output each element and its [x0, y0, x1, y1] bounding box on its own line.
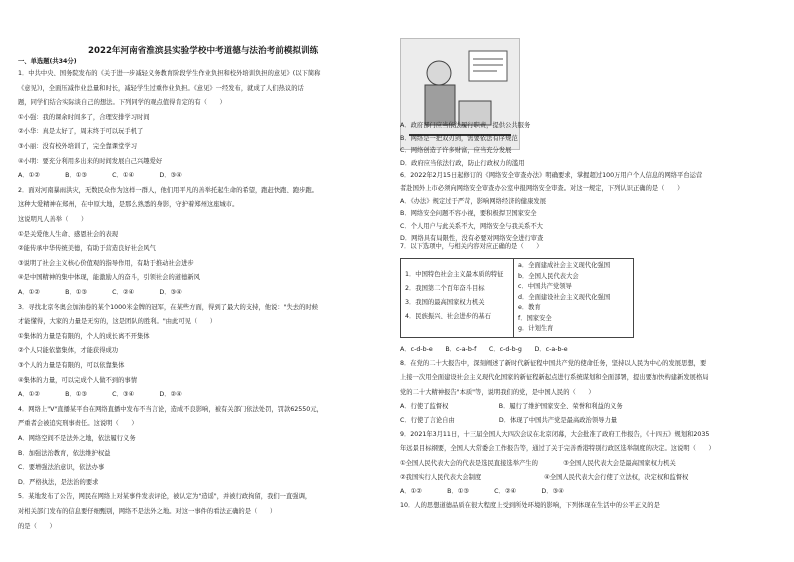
question-line: C．网络创造了许多财富，应当充分发展 — [400, 147, 512, 155]
question-line: ③小丽：没有校外培训了，完全靠课堂学习 — [18, 143, 137, 150]
cartoon-illustration — [401, 39, 519, 149]
question-line: ②小华：真是太好了，周末终于可以玩手机了 — [18, 128, 144, 136]
table-right-item: a．全面建成社会主义现代化强国 — [518, 262, 611, 269]
question-line: 上接一次用全面建设社会主义现代化国家的新征程新起点进行系统谋划和全面部署，提出要加快构建新发展格局 — [400, 374, 709, 382]
question-line: D．政府应当依法行政，防止行政权力的滥用 — [400, 159, 525, 167]
question-line: 9．2021年3月11日，十三届全国人大四次会议在北京闭幕，大会批准了政府工作报告，《十四五》规划和2035 — [400, 431, 710, 439]
question-line: ③说明了社会主义核心价值观的指导作用，有助于推动社会进步 — [18, 259, 194, 267]
table-left-item: 3．我国的最高国家权力机关 — [405, 299, 485, 306]
question-line: A．①② B．①③ C．②④ D．③④ — [400, 488, 564, 495]
question-line: 8．在党的二十大报告中，深刻阐述了新时代新征程中国共产党的使命任务，坚持以人民为中心的发展思想，要 — [400, 360, 707, 368]
question-line: 这种大爱精神在郑州，在中原大地，是那么熟悉的身影，守护着郑州这座城市。 — [18, 201, 239, 209]
table-right-item: b．全国人民代表大会 — [518, 272, 579, 280]
question-line: 对相关部门发布的信息要仔细甄别，网络不是法外之地。对这一事件的看法正确的是（ ） — [18, 508, 277, 515]
matching-table — [400, 258, 634, 338]
question-line: ④是中国精神的集中体现，能激励人的奋斗，引领社会的道德新风 — [18, 274, 200, 282]
question-line: D．网络具有局限性，没有必要对网络安全进行审查 — [400, 235, 544, 243]
table-right-item: c．中国共产党领导 — [518, 283, 572, 290]
table-left-item: 1．中国特色社会主义最本质的特征 — [405, 271, 504, 278]
question-line: 这说明凡人善举（ ） — [18, 216, 88, 223]
question-line: 者赴国外上市必须向网络安全审查办公室申报网络安全审查。对这一规定，下列认识正确的是（ ） — [400, 185, 684, 192]
question-line: 的是（ ） — [18, 522, 56, 530]
question-line: C．要增强法治意识，依法办事 — [18, 464, 105, 472]
question-line: 7．以下选项中，与相关内容对应正确的是（ ） — [400, 243, 543, 250]
doc-title: 2022年河南省淮滨县实验学校中考道德与法治考前模拟训练 — [88, 46, 319, 56]
question-line: ④集体的力量，可以完成个人做不到的事情 — [18, 376, 137, 384]
question-line: 4．网络上"V"直播某平台在网络直播中发布不当言论，造成不良影响，被有关部门依法处罚，罚款62550元， — [18, 405, 323, 413]
question-line: 年远景目标纲要，全国人大常委会工作报告等，通过了关于完善香港特别行政区选举制度的决定。这说明（ ） — [400, 445, 715, 453]
question-line: B．网络是一把双刃剑，需要依法有序规范 — [400, 134, 518, 142]
question-line: ①集体的力量是有限的，个人的成长离不开集体 — [18, 332, 150, 340]
question-line: 严重者会被追究刑事责任。这说明（ ） — [18, 420, 138, 428]
question-line: 题，同学们结合实际谈自己的想法。下列同学的观点值得肯定的有（ ） — [18, 99, 226, 107]
question-line: 2．面对河南暴雨洪灾，无数民众作为这样一群人，他们用平凡的善举托起生命的希望，跑赶快跑、跑步跑。 — [18, 186, 318, 194]
question-line: 《意见》)，全面压减作业总量和时长，减轻学生过重作业负担。《意见》一经发布，就成了人们热议的话 — [18, 84, 304, 92]
question-line: A．c-d-b-e B．c-a-b-f C．c-d-b-g D．c-a-b-e — [400, 346, 568, 353]
question-line: C．行使了言论自由 D．体现了中国共产党是最高政治领导力量 — [400, 417, 618, 424]
question-line: ②我国实行人民代表大会制度 ④全国人民代表大会行使了立法权，决定权和监督权 — [400, 473, 689, 481]
question-line: C．个人用户与此关系不大，网络安全与我关系不大 — [400, 222, 543, 230]
question-line: ①小强：我的课余时间多了，合理安排学习时间 — [18, 113, 150, 121]
table-right-item: d．全面建设社会主义现代化强国 — [518, 293, 611, 301]
question-line: 3．寻找北京冬奥会加油卷的某个1000米金牌的冠军，在某些方面，得到了最大的支持，他说："失去的时候 — [18, 303, 318, 311]
question-line: ②个人只能依靠集体，才能获得成功 — [18, 347, 119, 355]
table-divider — [513, 259, 514, 337]
question-line: ①是关爱他人生命、感恩社会的表现 — [18, 230, 119, 238]
question-line: D．严格执法，是法治的要求 — [18, 478, 99, 486]
question-line: ②能传承中华传统美德，有助于营造良好社会风气 — [18, 245, 156, 253]
section-heading: 一、单选题(共34分) — [18, 58, 77, 65]
cartoon-image — [400, 38, 520, 150]
question-line: A．《办法》规定过于严苛，影响网络经济的健康发展 — [400, 197, 546, 205]
question-line: A．①② B．①③ C．①④ D．③④ — [18, 172, 182, 180]
question-line: 5．某地发布了公告，网民在网络上对某事件发表评论，被认定为"造谣"，并被行政拘留，我们一直强调， — [18, 493, 312, 501]
table-left-item: 2．我国第二个百年奋斗目标 — [405, 285, 485, 292]
question-line: B．网络安全问题不容小视，要积极捍卫国家安全 — [400, 210, 537, 218]
question-line: 才能懂得，大家的力量是无穷的，这是团队的胜利。"由此可见（ ） — [18, 318, 217, 326]
question-line: A．行使了监督权 B．履行了维护国家安全、荣誉和利益的义务 — [400, 402, 623, 410]
table-left-item: 4．民族振兴、社会进步的基石 — [405, 313, 491, 320]
question-line: B．加强法治教育，依法维护权益 — [18, 449, 111, 457]
question-line: ④小明：要充分利用多出来的时间发展自己兴趣爱好 — [18, 157, 163, 165]
question-line: 6．2022年2月15日起修订的《网络安全审查办法》明确要求，掌握超过100万用户个人信息的网络平台运营 — [400, 172, 703, 180]
question-line: A．①② B．①③ C．③④ D．②④ — [18, 391, 182, 399]
question-line: A．①② B．①③ C．②④ D．③④ — [18, 289, 182, 296]
question-line: ③个人的力量是有限的，可以依靠集体 — [18, 362, 125, 369]
question-line: 10．人的思想道德品质在很大程度上受到所处环境的影响，下列体现在生活中的公平正义的是 — [400, 502, 660, 510]
question-line: ①全国人民代表大会的代表是选民直接选举产生的 ③全国人民代表大会是最高国家权力机关 — [400, 459, 676, 467]
question-line: A．政府部门应当依法履行职责，提供公共服务 — [400, 122, 531, 129]
table-right-item: g．计划生育 — [518, 325, 554, 332]
table-right-item: e．教育 — [518, 304, 541, 311]
question-line: 1．中共中央、国务院发布的《关于进一步减轻义务教育阶段学生作业负担和校外培训负担的意见》(以下简称 — [18, 70, 321, 77]
table-right-item: f．国家安全 — [518, 314, 552, 322]
question-line: A．网络空间不是法外之地，依法履行义务 — [18, 435, 136, 442]
question-line: 党的二十大精神报告"本质"等，说明我们的党，是中国人民的（ ） — [400, 388, 595, 396]
